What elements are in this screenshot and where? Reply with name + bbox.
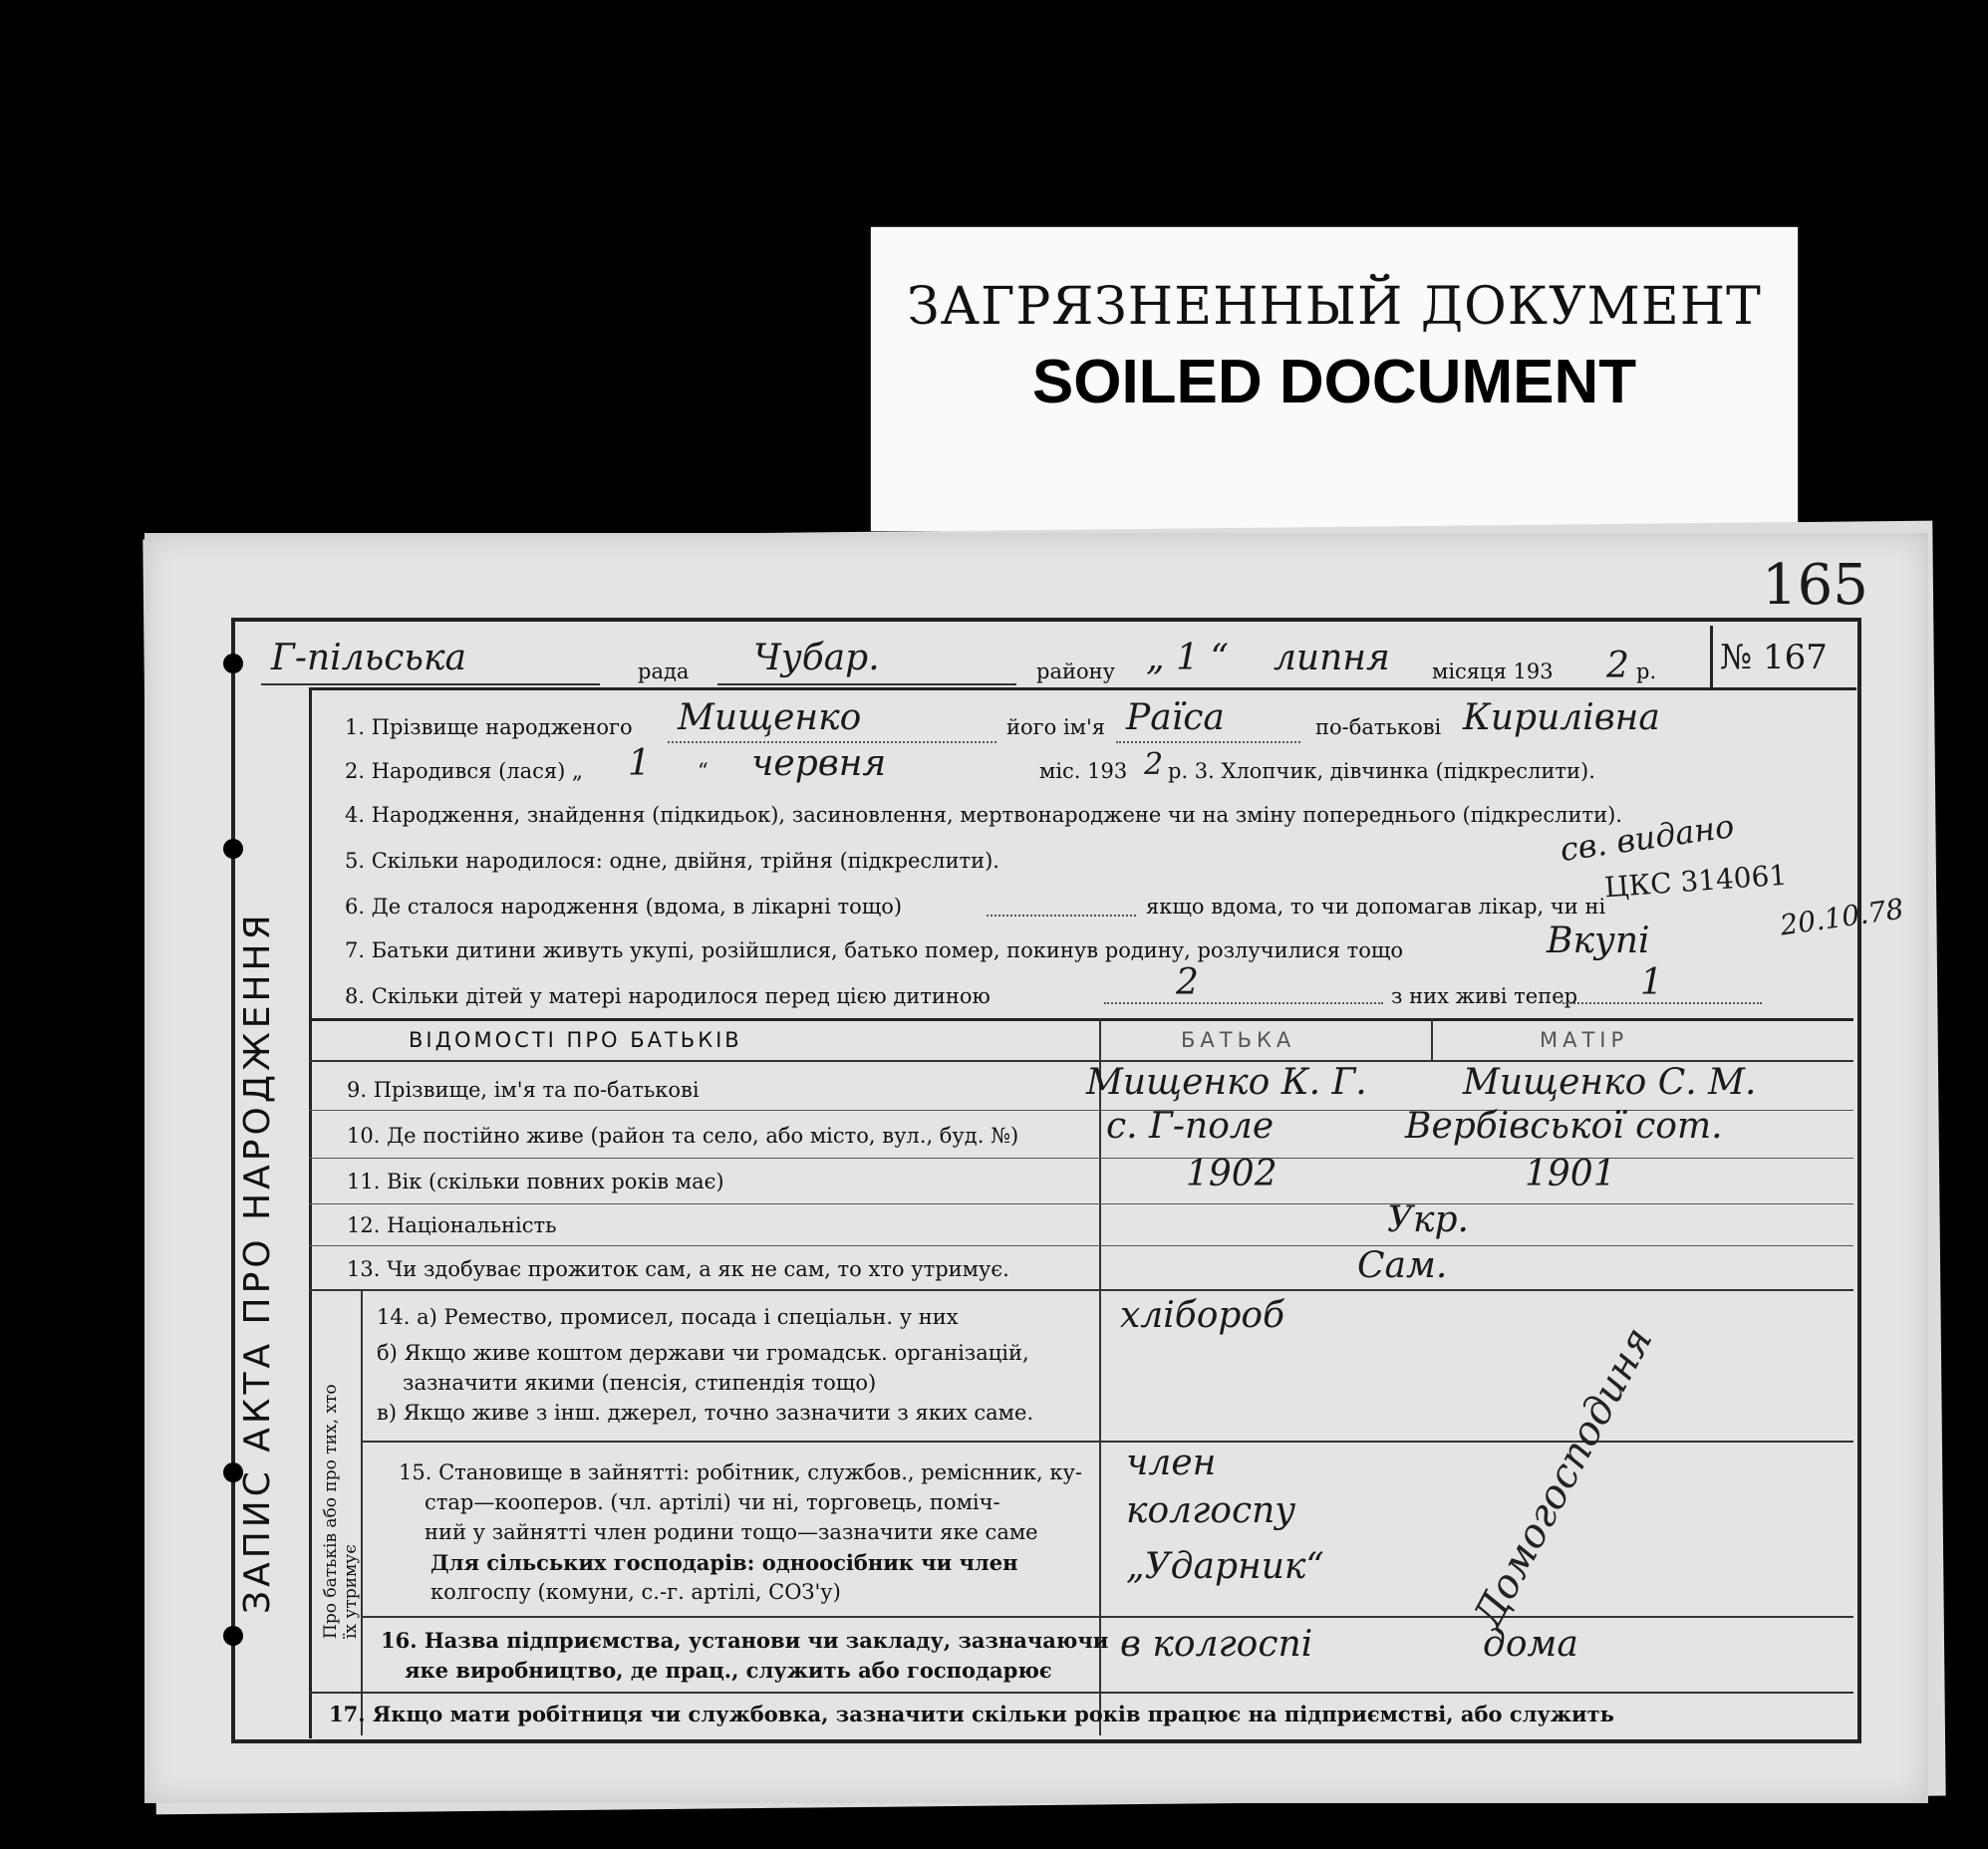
mother-name: Мищенко С. М.	[1463, 1062, 1757, 1103]
row12-label: 12. Національність	[347, 1213, 557, 1237]
row11-label: 11. Вік (скільки повних років має)	[347, 1170, 724, 1193]
row2-quote: “	[698, 759, 709, 783]
mother-occupation: Домогосподиня	[1465, 1319, 1662, 1636]
mother-birth-year: 1901	[1525, 1154, 1616, 1194]
col-info-header: ВІДОМОСТІ ПРО БАТЬКІВ	[409, 1028, 742, 1052]
father-status-line1: член	[1126, 1443, 1217, 1483]
row4-label: 4. Народження, знайдення (підкидьок), засиновлення, мертвонароджене чи на зміну попереднього (підкреслити).	[345, 803, 1622, 827]
father-birth-year: 1902	[1186, 1154, 1278, 1194]
row15-line3: ний у зайнятті член родини тощо—зазначити яке саме	[425, 1520, 1038, 1544]
col-mother-header: МАТІР	[1540, 1028, 1629, 1052]
row14-line3: зазначити якими (пенсія, стипендія тощо)	[403, 1371, 877, 1395]
vertical-note-line2: їх утримує	[341, 1544, 361, 1639]
row14-line2: б) Якщо живе коштом держави чи громадськ. організацій,	[377, 1341, 1029, 1365]
punch-hole	[223, 1626, 243, 1646]
row14-line1: 14. а) Ремество, промисел, посада і спеціальн. у них	[377, 1305, 959, 1329]
mother-workplace: дома	[1483, 1624, 1578, 1665]
row16-line1: 16. Назва підприємства, установи чи закладу, зазначаючи	[381, 1628, 1109, 1653]
children-before: 2	[1176, 962, 1199, 1003]
row13-label: 13. Чи здобуває прожиток сам, а як не сам, то хто утримує.	[347, 1257, 1009, 1281]
vertical-note	[321, 1384, 361, 1639]
punch-hole	[223, 654, 243, 673]
child-name: Раїса	[1126, 697, 1225, 738]
month-value: липня	[1274, 638, 1390, 678]
row2-year-label: міс. 193	[1039, 759, 1128, 783]
label-english: SOILED DOCUMENT	[1031, 348, 1637, 416]
year-label: р.	[1636, 660, 1657, 683]
row1-label: 1. Прізвище народженого	[345, 715, 633, 739]
father-occupation: хлібороб	[1120, 1295, 1285, 1336]
mother-residence: Вербівської сот.	[1405, 1106, 1723, 1147]
birth-day: 1	[628, 743, 651, 784]
archive-number: 165	[1762, 553, 1868, 618]
row6-rest: якщо вдома, то чи допомагав лікар, чи ні	[1146, 895, 1606, 919]
row8-rest: з них живі тепер	[1391, 984, 1578, 1008]
row1-patronymic-label: по-батькові	[1315, 715, 1442, 739]
soiled-document-label	[871, 227, 1798, 531]
row10-label: 10. Де постійно живе (район та село, або місто, вул., буд. №)	[347, 1124, 1019, 1148]
row9-label: 9. Прізвище, ім'я та по-батькові	[347, 1078, 700, 1102]
self-supporting: Сам.	[1357, 1245, 1448, 1286]
row2-rest: р. 3. Хлопчик, дівчинка (підкреслити).	[1168, 759, 1595, 783]
row15-line2: стар—кооперов. (чл. артілі) чи ні, торговець, поміч-	[425, 1490, 1000, 1514]
row8-label: 8. Скільки дітей у матері народилося перед цією дитиною	[345, 984, 991, 1008]
birth-year-suffix: 2	[1144, 747, 1164, 782]
father-workplace: в колгоспі	[1120, 1624, 1313, 1665]
nationality: Укр.	[1387, 1199, 1470, 1240]
child-patronymic: Кирилівна	[1463, 697, 1660, 738]
row16-line2: яке виробництво, де прац., служить або господарює	[405, 1658, 1052, 1683]
margin-note-line2: ЦКС 314061	[1603, 858, 1789, 905]
col-father-header: БАТЬКА	[1181, 1028, 1296, 1052]
row1-name-label: його ім'я	[1006, 715, 1106, 739]
margin-note-line3: 20.10.78	[1778, 892, 1906, 942]
birth-month: червня	[751, 743, 887, 784]
month-label: місяця 193	[1432, 660, 1554, 683]
district-value: Чубар.	[753, 638, 880, 678]
row5-label: 5. Скільки народилося: одне, двійня, трійня (підкреслити).	[345, 849, 999, 873]
council-label: рада	[638, 660, 690, 683]
father-status-line3: „Ударник“	[1126, 1546, 1324, 1587]
label-russian: ЗАГРЯЗНЕННЫЙ ДОКУМЕНТ	[907, 277, 1762, 337]
child-surname: Мищенко	[678, 697, 862, 738]
council-value: Г-пільська	[271, 638, 466, 678]
father-residence: с. Г-поле	[1106, 1106, 1275, 1147]
record-number: № 167	[1720, 638, 1828, 677]
day-value: „ 1 “	[1146, 638, 1229, 678]
father-name: Мищенко К. Г.	[1086, 1062, 1367, 1103]
margin-note-line1: св. видано	[1558, 806, 1737, 870]
row17-label: 17. Якщо мати робітниця чи службовка, зазначити скільки років працює на підприємстві, або служить	[329, 1702, 1614, 1726]
district-label: району	[1036, 660, 1115, 683]
punch-hole	[223, 839, 243, 859]
parents-together: Вкупі	[1547, 921, 1650, 961]
vertical-note-line1: Про батьків або про тих, хто	[321, 1384, 341, 1639]
row7-label: 7. Батьки дитини живуть укупі, розійшлися, батько помер, покинув родину, розлучилися тощо	[345, 938, 1404, 962]
row15-line1: 15. Становище в зайнятті: робітник, службов., реміснник, ку-	[399, 1460, 1082, 1484]
year-suffix: 2	[1606, 646, 1629, 686]
row14-line4: в) Якщо живе з інш. джерел, точно зазначити з яких саме.	[377, 1401, 1034, 1425]
row15-line5: колгоспу (комуни, с.-г. артілі, СОЗ'у)	[430, 1580, 841, 1604]
children-alive: 1	[1640, 962, 1663, 1003]
row2-label: 2. Народився (лася) „	[345, 759, 583, 783]
father-status-line2: колгоспу	[1126, 1490, 1296, 1531]
vertical-title: ЗАПИС АКТА ПРО НАРОДЖЕННЯ	[237, 911, 278, 1614]
row15-line4: Для сільських господарів: одноосібник чи член	[430, 1550, 1018, 1575]
row6-label: 6. Де сталося народження (вдома, в лікарні тощо)	[345, 895, 903, 919]
